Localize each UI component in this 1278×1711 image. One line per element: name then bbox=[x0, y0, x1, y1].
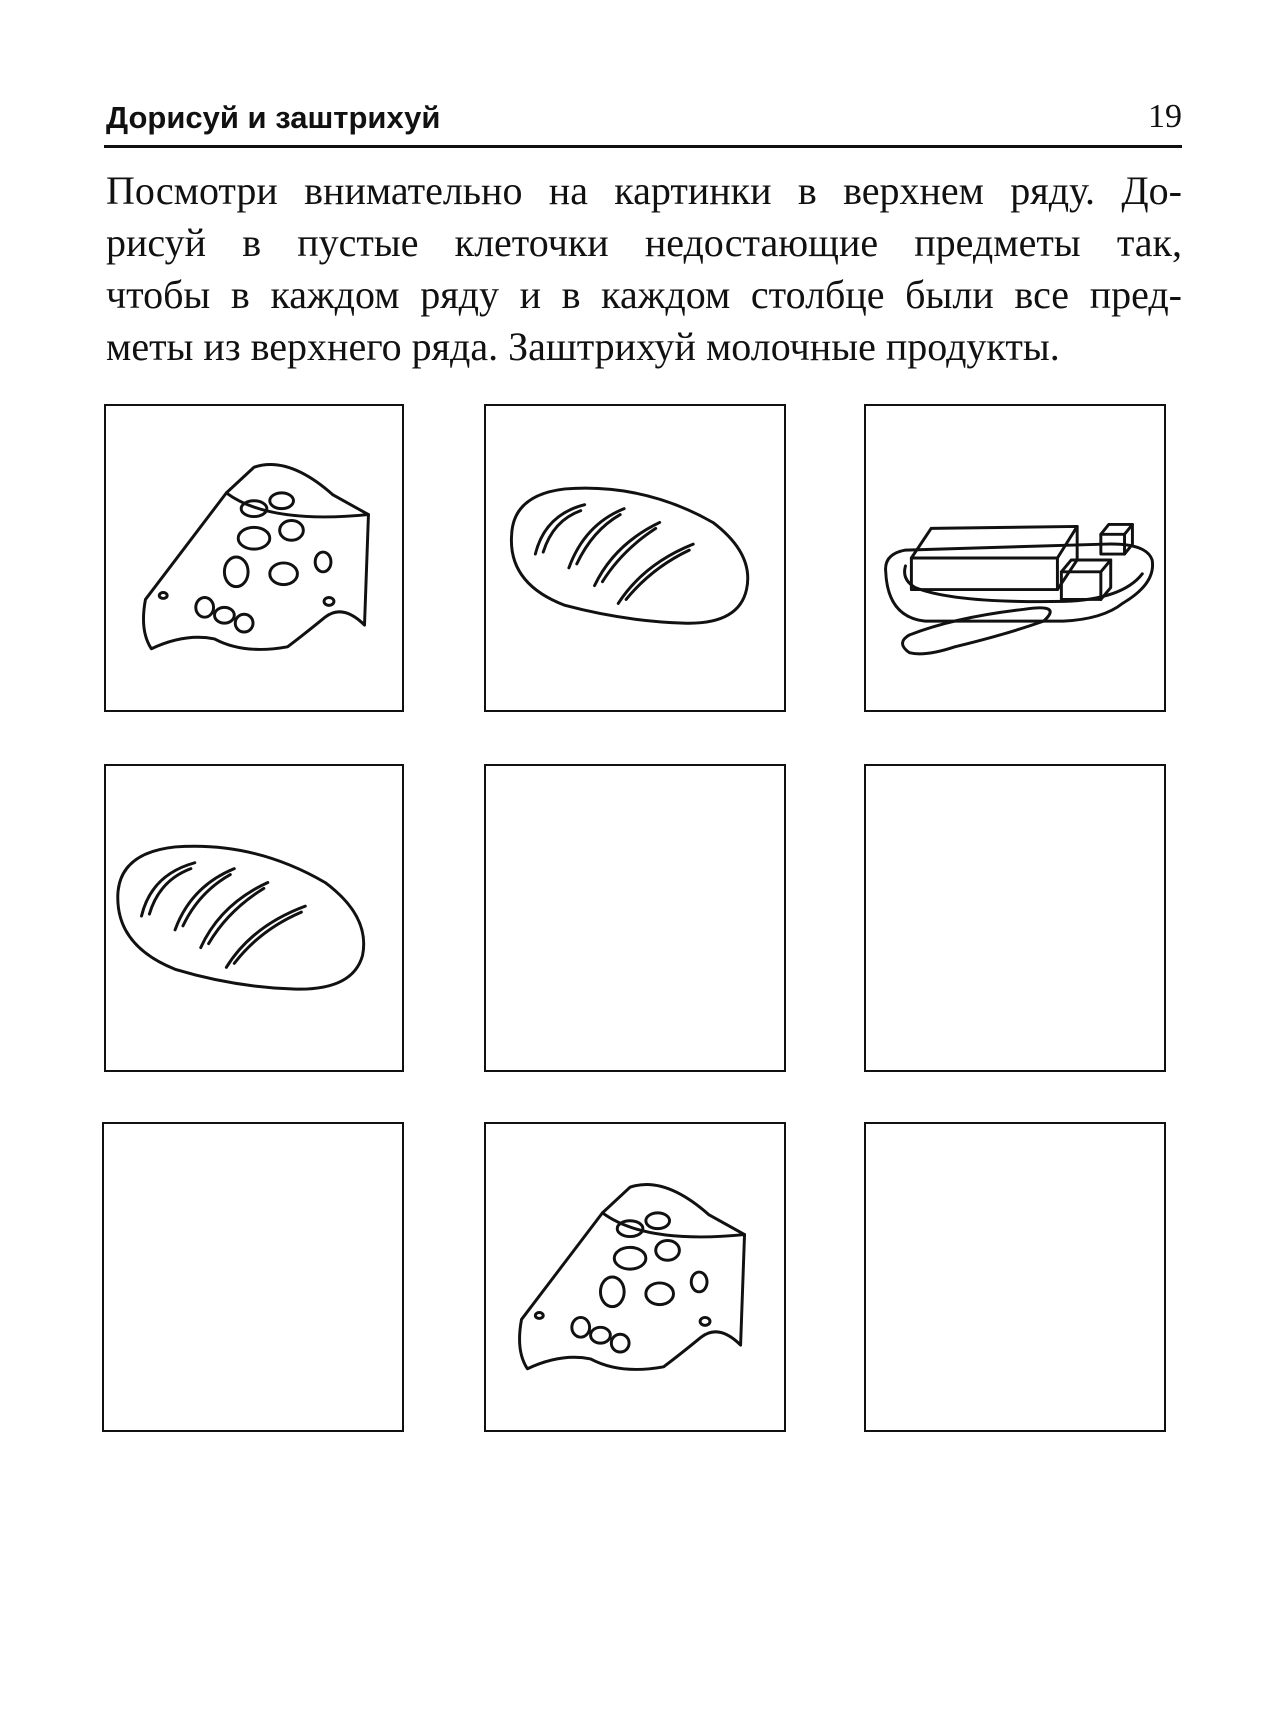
grid-cell-r3-c3[interactable] bbox=[864, 1122, 1166, 1432]
page-number: 19 bbox=[1148, 98, 1182, 135]
grid-cell-r1-c3[interactable] bbox=[864, 404, 1166, 712]
instruction-line: чтобы в каждом ряду и в каждом столбце были все пред- bbox=[106, 272, 1182, 317]
butter-icon bbox=[866, 406, 1164, 710]
grid-cell-r1-c1[interactable] bbox=[104, 404, 404, 712]
instruction-text bbox=[106, 165, 1182, 373]
grid-cell-r1-c2[interactable] bbox=[484, 404, 786, 712]
header-divider bbox=[104, 145, 1182, 148]
cheese-icon bbox=[106, 406, 402, 710]
instruction-line: рисуй в пустые клеточки недостающие предметы так, bbox=[106, 220, 1182, 265]
bread-icon bbox=[106, 766, 402, 1070]
section-title: Дорисуй и заштрихуй bbox=[106, 100, 441, 135]
grid-cell-r2-c1[interactable] bbox=[104, 764, 404, 1072]
grid-cell-r3-c2[interactable] bbox=[484, 1122, 786, 1432]
grid-cell-r2-c2[interactable] bbox=[484, 764, 786, 1072]
instruction-line: Посмотри внимательно на картинки в верхнем ряду. До- bbox=[106, 168, 1182, 213]
grid-cell-r3-c1[interactable] bbox=[102, 1122, 404, 1432]
bread-icon bbox=[486, 406, 784, 710]
instruction-line: меты из верхнего ряда. Заштрихуй молочные продукты. bbox=[106, 324, 1060, 369]
grid-cell-r2-c3[interactable] bbox=[864, 764, 1166, 1072]
cheese-icon bbox=[486, 1124, 784, 1430]
